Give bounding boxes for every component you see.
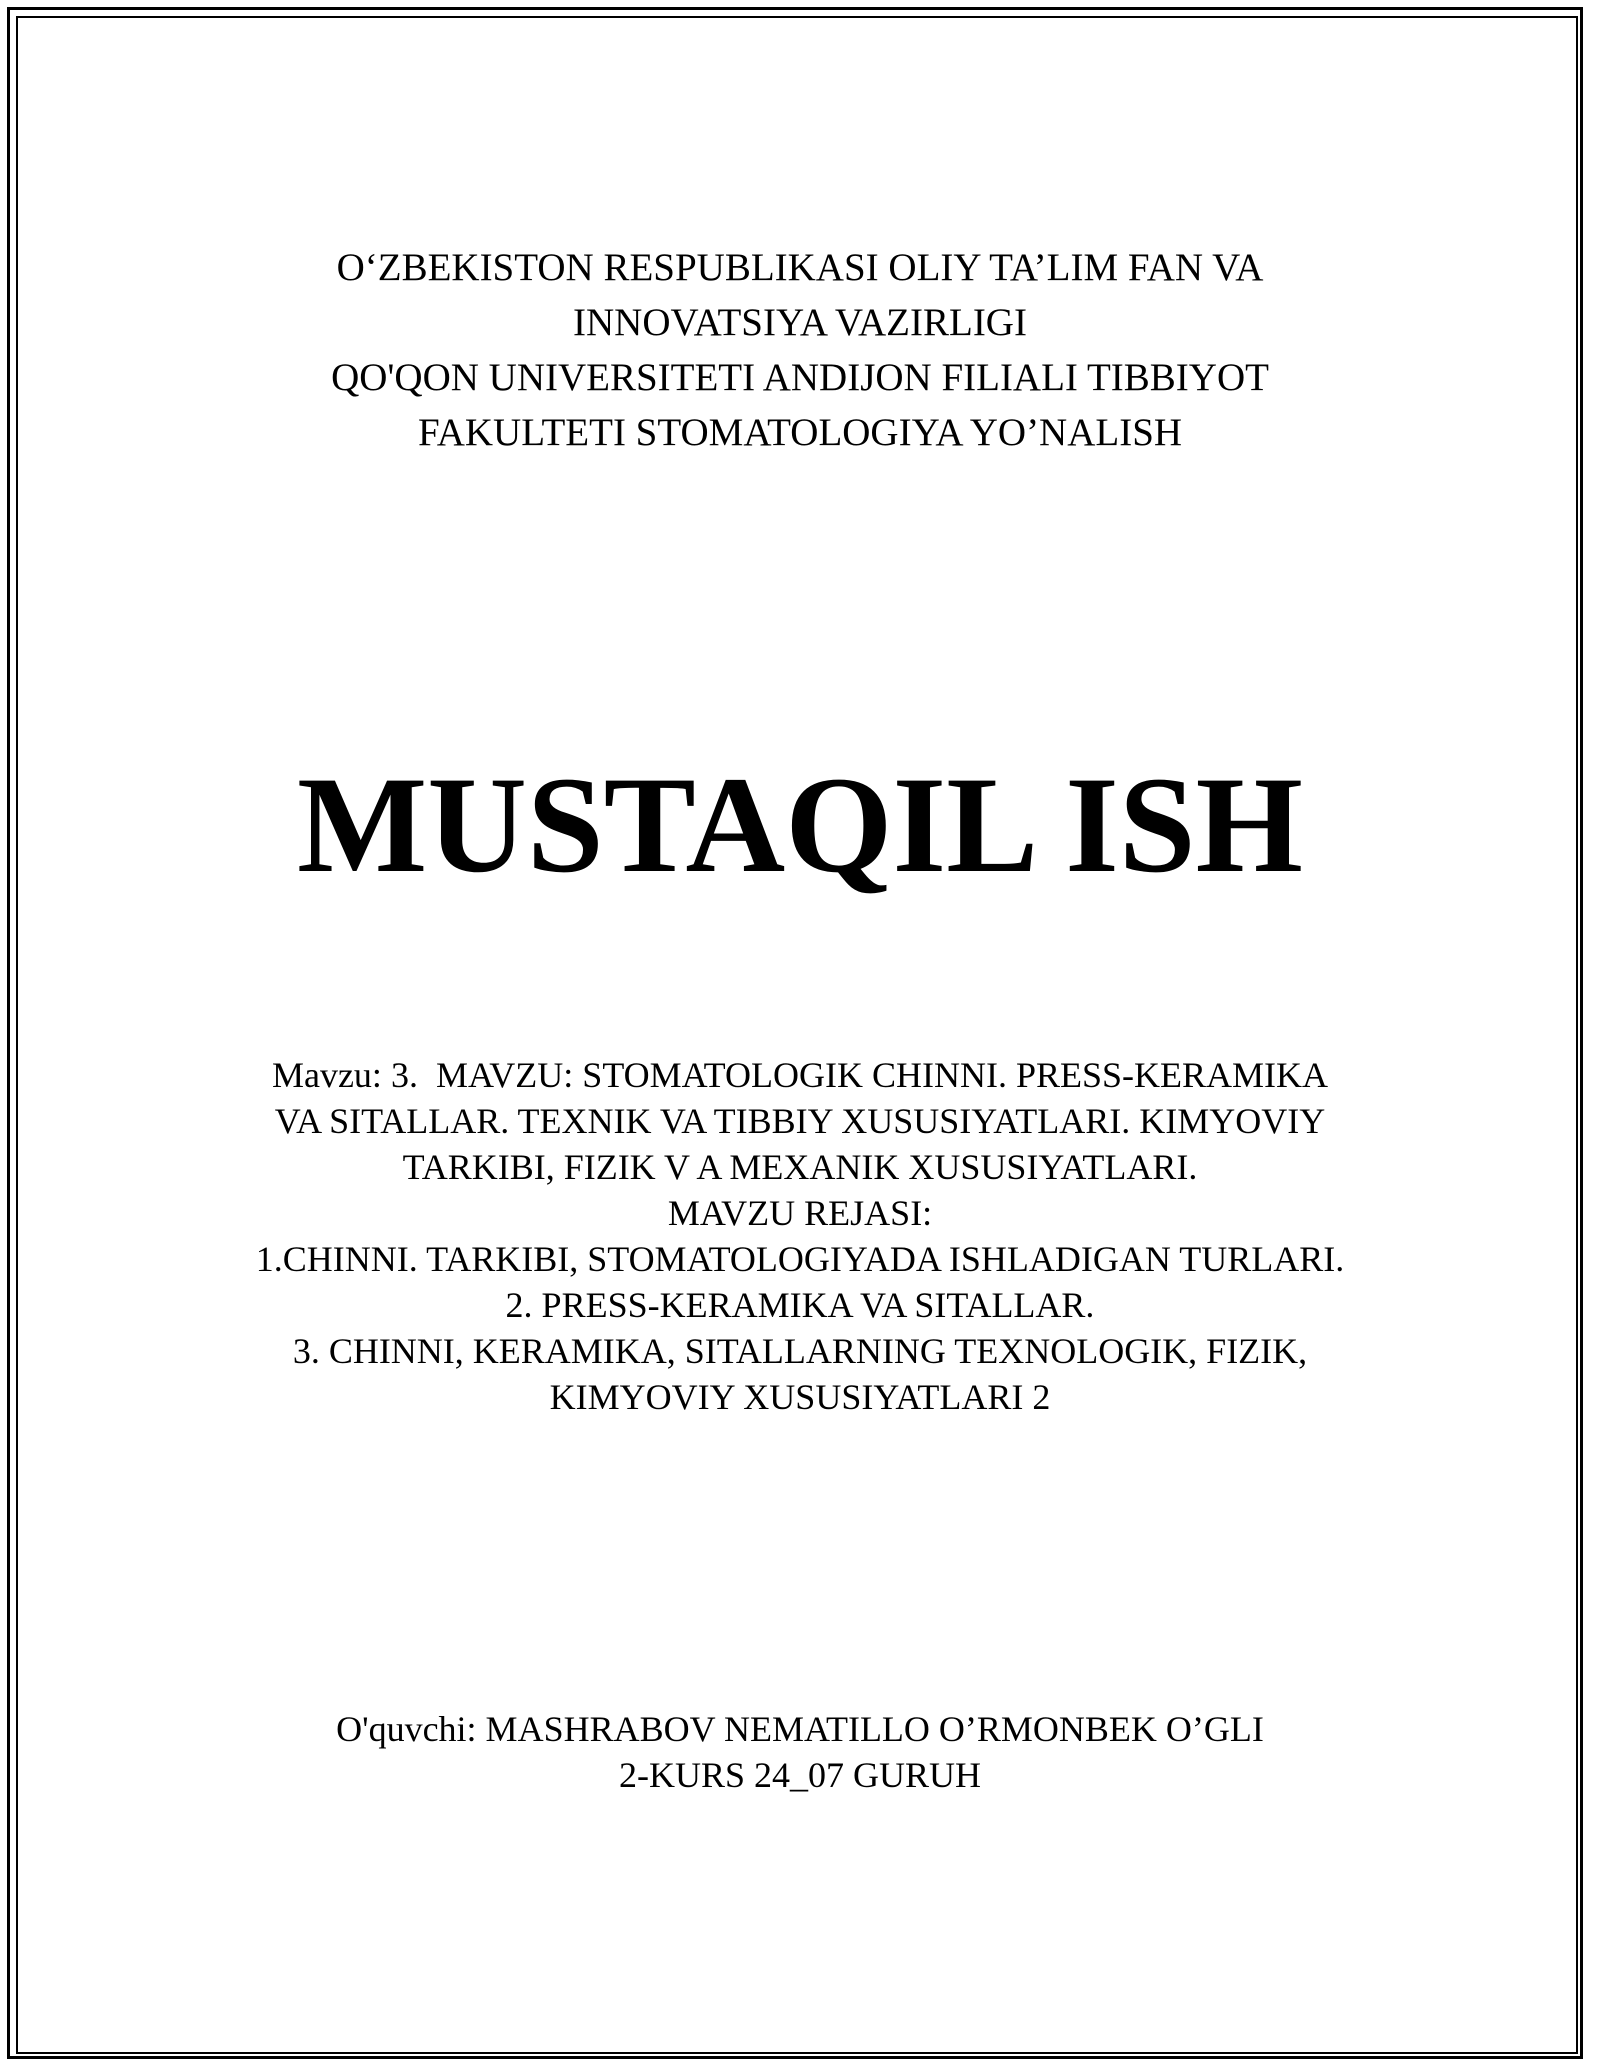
header-line: FAKULTETI STOMATOLOGIYA YO’NALISH <box>417 411 1183 454</box>
plan-item: KIMYOVIY XUSUSIYATLARI 2 <box>549 1377 1051 1417</box>
topic-line: VA SITALLAR. TEXNIK VA TIBBIY XUSUSIYATLARI. KIMYOVIY <box>274 1101 1326 1141</box>
header-line: QO'QON UNIVERSITETI ANDIJON FILIALI TIBBIYOT <box>331 356 1269 399</box>
student-info <box>0 1706 1600 1798</box>
topic-section <box>0 1052 1600 1420</box>
plan-item: 3. CHINNI, KERAMIKA, SITALLARNING TEXNOLOGIK, FIZIK, <box>292 1331 1308 1371</box>
topic-line: Mavzu: 3. MAVZU: STOMATOLOGIK CHINNI. PRESS-KERAMIKA <box>271 1055 1329 1095</box>
document-title: MUSTAQIL ISH <box>297 748 1303 901</box>
student-group: 2-KURS 24_07 GURUH <box>618 1755 982 1795</box>
plan-item: 1.CHINNI. TARKIBI, STOMATOLOGIYADA ISHLADIGAN TURLARI. <box>255 1239 1345 1279</box>
header-line: INNOVATSIYA VAZIRLIGI <box>573 301 1027 344</box>
header-line: O‘ZBEKISTON RESPUBLIKASI OLIY TA’LIM FAN VA <box>336 246 1264 289</box>
ministry-header <box>0 240 1600 460</box>
plan-heading: MAVZU REJASI: <box>667 1193 933 1233</box>
plan-item: 2. PRESS-KERAMIKA VA SITALLAR. <box>505 1285 1095 1325</box>
student-name: O'quvchi: MASHRABOV NEMATILLO O’RMONBEK O’GLI <box>336 1709 1264 1749</box>
topic-line: TARKIBI, FIZIK V A MEXANIK XUSUSIYATLARI. <box>402 1147 1198 1187</box>
